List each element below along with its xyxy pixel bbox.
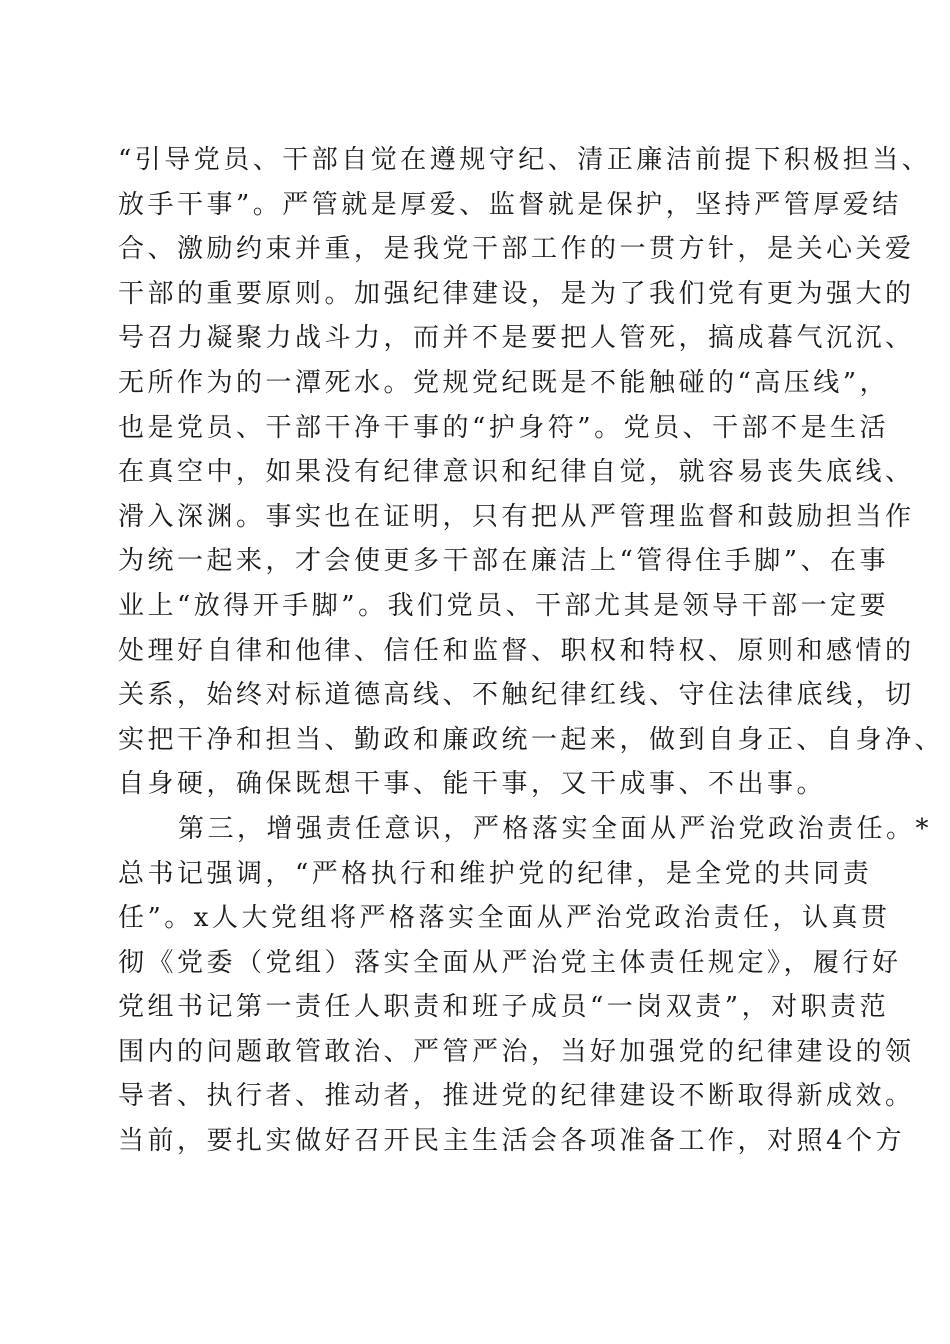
text-line: 干部的重要原则。加强纪律建设，是为了我们党有更为强大的 [118, 278, 915, 309]
text-line: 在真空中，如果没有纪律意识和纪律自觉，就容易丧失底线、 [118, 457, 915, 488]
body-text [118, 138, 945, 1164]
text-line: 为统一起来，才会使更多干部在廉洁上“管得住手脚”、在事 [118, 546, 890, 577]
text-line: 合、激励约束并重，是我党干部工作的一贯方针，是关心关爱 [118, 234, 915, 265]
text-line: 总书记强调，“严格执行和维护党的纪律，是全党的共同责 [118, 858, 873, 889]
text-line: 滑入深渊。事实也在证明，只有把从严管理监督和鼓励担当作 [118, 501, 915, 532]
text-line: 关系，始终对标道德高线、不触纪律红线、守住法律底线，切 [118, 680, 915, 711]
text-line: 当前，要扎实做好召开民主生活会各项准备工作，对照4个方 [118, 1126, 906, 1157]
text-line: 处理好自律和他律、信任和监督、职权和特权、原则和感情的 [118, 635, 915, 666]
text-line: 任”。x人大党组将严格落实全面从严治党政治责任，认真贯 [118, 903, 891, 934]
text-line: “引导党员、干部自觉在遵规守纪、清正廉洁前提下积极担当、 [118, 145, 932, 175]
text-line: 围内的问题敢管敢治、严管严治，当好加强党的纪律建设的领 [118, 1036, 915, 1067]
text-line: 党组书记第一责任人职责和班子成员“一岗双责”，对职责范 [118, 992, 890, 1023]
paragraph-2 [118, 807, 933, 1164]
text-line: 无所作为的一潭死水。党规党纪既是不能触碰的“高压线”， [118, 367, 890, 398]
text-line: 号召力凝聚力战斗力，而并不是要把人管死，搞成暮气沉沉、 [118, 323, 915, 354]
text-line: 也是党员、干部干净干事的“护身符”。党员、干部不是生活 [118, 412, 890, 443]
text-line: 业上“放得开手脚”。我们党员、干部尤其是领导干部一定要 [118, 590, 890, 621]
paragraph-1 [118, 138, 945, 807]
text-line: 导者、执行者、推动者，推进党的纪律建设不断取得新成效。 [118, 1081, 915, 1112]
text-line: 彻《党委（党组）落实全面从严治党主体责任规定》，履行好 [118, 947, 902, 978]
text-line: 自身硬，确保既想干事、能干事，又干成事、不出事。 [118, 769, 827, 800]
text-line: 实把干净和担当、勤政和廉政统一起来，做到自身正、自身净、 [118, 724, 945, 755]
text-line: 放手干事”。严管就是厚爱、监督就是保护，坚持严管厚爱结 [118, 189, 902, 220]
text-line: 第三，增强责任意识，严格落实全面从严治党政治责任。* [178, 813, 933, 844]
